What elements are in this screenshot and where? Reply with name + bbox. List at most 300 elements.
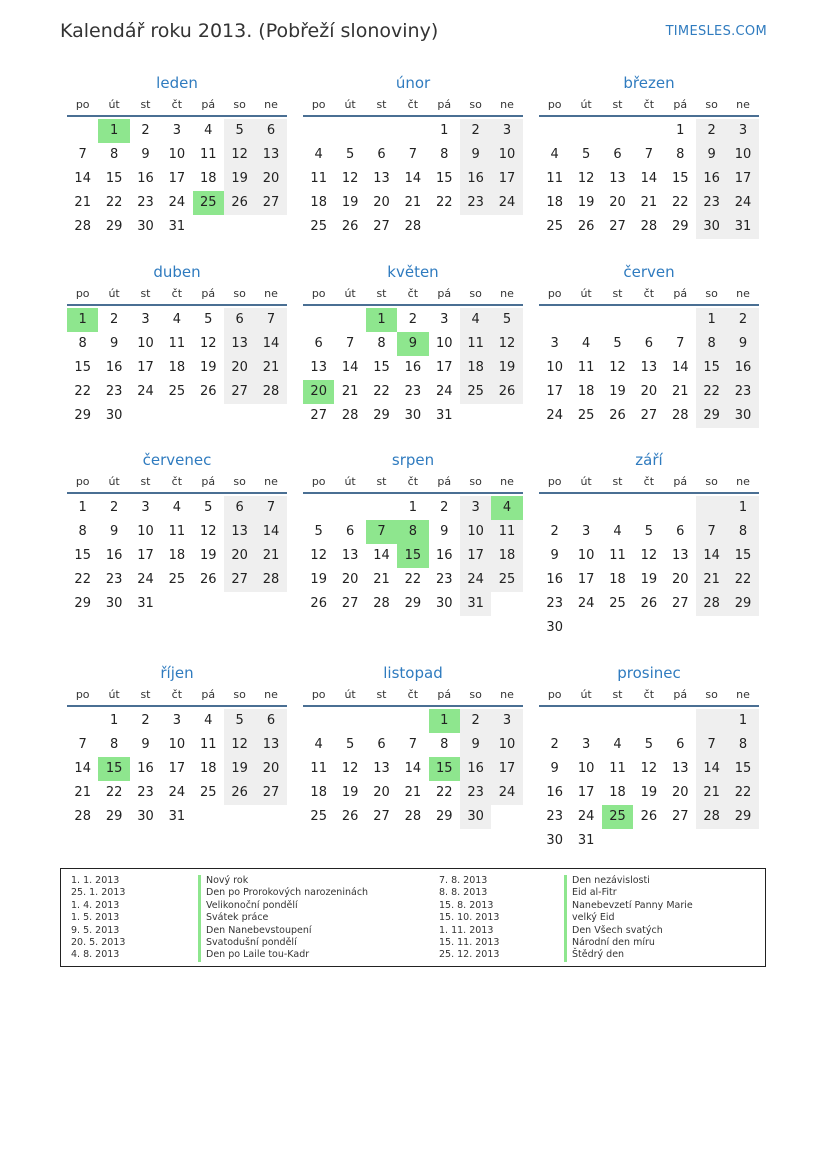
day-cell: 9 (109, 524, 119, 539)
day-cell: 6 (255, 709, 286, 733)
day-cell: 23 (546, 596, 563, 611)
day-cell: 13 (224, 332, 255, 356)
day-cell: 20 (671, 785, 689, 800)
day-cell: 30 (105, 408, 123, 423)
weekday-label: ne (264, 98, 278, 111)
day-cell: 19 (310, 572, 327, 587)
day-cell: 1 (78, 500, 87, 515)
weekday-header (539, 286, 759, 306)
empty-cell (570, 308, 601, 332)
day-cell: 17 (577, 572, 595, 587)
day-cell: 30 (435, 596, 453, 611)
day-cell: 22 (105, 195, 123, 210)
day-cell: 28 (341, 408, 359, 423)
day-cell: 2 (109, 312, 119, 327)
day-cell: 19 (341, 785, 359, 800)
empty-cell (633, 496, 664, 520)
legend-holiday-name: Den nezávislosti (564, 875, 693, 887)
day-cell: 21 (341, 384, 359, 399)
day-cell: 26 (609, 408, 626, 423)
weekday-label: so (469, 287, 482, 300)
day-cell: 20 (373, 195, 390, 210)
day-cell: 28 (404, 219, 422, 234)
day-cell: 27 (671, 809, 689, 824)
day-cell: 15 (727, 757, 758, 781)
legend-date: 4. 8. 2013 (71, 949, 120, 961)
weekday-label: pá (201, 688, 216, 701)
legend-date: 8. 8. 2013 (439, 887, 488, 899)
day-cell: 31 (460, 592, 491, 616)
day-cell: 16 (727, 356, 758, 380)
day-cell: 7 (408, 147, 417, 162)
day-cell: 5 (345, 737, 355, 752)
weekday-label: ne (736, 98, 750, 111)
weekday-label: po (547, 98, 562, 111)
day-cell: 16 (460, 167, 491, 191)
day-cell: 14 (671, 360, 689, 375)
day-cell: 12 (640, 548, 658, 563)
day-cell: 8 (727, 520, 758, 544)
weekday-header (303, 474, 523, 494)
day-cell: 8 (78, 336, 87, 351)
day-cell: 16 (137, 761, 154, 776)
weekday-label: so (233, 98, 246, 111)
day-cell: 7 (78, 737, 87, 752)
day-cell: 3 (172, 713, 181, 728)
day-cell: 10 (577, 548, 595, 563)
weekday-header (539, 474, 759, 494)
weekday-label: ne (264, 475, 278, 488)
empty-cell (334, 496, 365, 520)
day-cell: 5 (224, 709, 255, 733)
legend-date: 9. 5. 2013 (71, 924, 120, 936)
day-cell: 29 (435, 809, 453, 824)
day-cell: 29 (671, 219, 689, 234)
brand-logo[interactable]: TIMESLES.COM (665, 24, 767, 39)
legend-date: 1. 1. 2013 (71, 875, 120, 886)
day-cell: 25 (199, 785, 217, 800)
day-cell: 6 (314, 336, 323, 351)
legend-date: 1. 5. 2013 (71, 912, 120, 924)
weekday-label: st (612, 688, 623, 701)
day-cell: 2 (141, 713, 150, 728)
legend-holiday-name: Svátek práce (198, 912, 368, 924)
day-cell: 29 (105, 219, 123, 234)
day-cell: 23 (137, 785, 154, 800)
day-cell: 12 (640, 761, 658, 776)
day-cell: 19 (199, 360, 217, 375)
day-cell: 24 (491, 781, 522, 805)
day-cell: 18 (491, 544, 522, 568)
weekday-label: pá (673, 688, 688, 701)
day-cell: 2 (727, 308, 758, 332)
day-cell: 23 (105, 572, 123, 587)
day-cell: 5 (345, 147, 355, 162)
day-cell: 9 (460, 733, 491, 757)
day-cell: 4 (172, 312, 181, 327)
day-cell: 21 (255, 544, 286, 568)
weekday-label: čt (171, 475, 183, 488)
day-cell: 19 (224, 167, 255, 191)
weekday-label: st (140, 287, 151, 300)
empty-cell (67, 709, 98, 733)
empty-cell (570, 119, 601, 143)
weekday-label: út (108, 475, 120, 488)
day-cell: 14 (404, 761, 422, 776)
day-cell: 5 (644, 524, 653, 539)
weekday-label: pá (201, 475, 216, 488)
month-name: srpen (391, 451, 435, 469)
weekday-label: út (344, 688, 356, 701)
day-cell: 19 (341, 195, 359, 210)
day-cell: 8 (440, 737, 449, 752)
day-cell: 14 (255, 332, 286, 356)
empty-cell (539, 119, 570, 143)
weekday-label: ne (264, 688, 278, 701)
day-cell: 12 (341, 761, 359, 776)
month-name: leden (156, 74, 198, 92)
day-cell: 15 (105, 171, 123, 186)
empty-cell (67, 119, 98, 143)
day-cell: 19 (199, 548, 217, 563)
day-cell: 6 (224, 496, 255, 520)
day-cell: 11 (491, 520, 522, 544)
weekday-label: st (140, 688, 151, 701)
legend-holiday-name: Den po Laile tou-Kadr (198, 949, 368, 961)
empty-cell (303, 308, 334, 332)
holiday-day-cell: 1 (429, 709, 460, 733)
day-cell: 20 (255, 757, 286, 781)
day-cell: 26 (341, 809, 359, 824)
holiday-day-cell: 15 (397, 544, 428, 568)
month-3 (539, 73, 759, 239)
day-cell: 28 (696, 592, 727, 616)
weekday-label: ne (736, 688, 750, 701)
day-cell: 1 (727, 496, 758, 520)
day-grid (67, 117, 287, 239)
day-cell: 7 (408, 737, 417, 752)
holiday-day-cell: 15 (429, 757, 460, 781)
weekday-label: čt (171, 287, 183, 300)
weekday-label: po (547, 287, 562, 300)
weekday-label: so (469, 98, 482, 111)
weekday-label: čt (171, 98, 183, 111)
weekday-label: pá (437, 287, 452, 300)
day-cell: 12 (609, 360, 626, 375)
day-cell: 7 (676, 336, 685, 351)
day-cell: 30 (727, 404, 758, 428)
day-cell: 23 (460, 781, 491, 805)
day-cell: 2 (550, 524, 559, 539)
weekday-label: pá (201, 98, 216, 111)
day-cell: 23 (546, 809, 563, 824)
day-cell: 22 (435, 785, 453, 800)
day-cell: 10 (577, 761, 595, 776)
day-cell: 10 (137, 336, 154, 351)
day-cell: 25 (460, 380, 491, 404)
day-cell: 25 (310, 809, 327, 824)
day-cell: 10 (491, 733, 522, 757)
day-cell: 11 (609, 761, 626, 776)
day-cell: 4 (172, 500, 181, 515)
day-cell: 7 (78, 147, 87, 162)
day-cell: 28 (696, 805, 727, 829)
day-cell: 20 (255, 167, 286, 191)
weekday-label: ne (500, 688, 514, 701)
weekday-label: út (344, 475, 356, 488)
month-10 (67, 663, 287, 829)
day-cell: 14 (404, 171, 422, 186)
day-cell: 19 (640, 785, 658, 800)
day-cell: 5 (644, 737, 653, 752)
day-cell: 11 (546, 171, 563, 186)
day-cell: 12 (199, 524, 217, 539)
day-cell: 26 (199, 384, 217, 399)
day-cell: 22 (74, 384, 91, 399)
day-cell: 21 (404, 195, 422, 210)
weekday-header (303, 687, 523, 707)
day-cell: 17 (546, 384, 563, 399)
day-cell: 24 (727, 191, 758, 215)
day-cell: 3 (440, 312, 449, 327)
day-cell: 28 (640, 219, 658, 234)
day-cell: 18 (199, 761, 217, 776)
day-cell: 18 (577, 384, 595, 399)
day-cell: 23 (137, 195, 154, 210)
day-cell: 5 (613, 336, 622, 351)
day-cell: 9 (141, 147, 150, 162)
day-cell: 25 (577, 408, 595, 423)
day-cell: 15 (373, 360, 390, 375)
day-cell: 11 (577, 360, 595, 375)
day-cell: 14 (696, 757, 727, 781)
day-cell: 4 (613, 524, 622, 539)
day-cell: 13 (671, 548, 689, 563)
day-cell: 5 (491, 308, 522, 332)
day-cell: 20 (609, 195, 626, 210)
day-cell: 24 (460, 568, 491, 592)
day-cell: 25 (546, 219, 563, 234)
day-cell: 5 (581, 147, 591, 162)
empty-cell (602, 709, 633, 733)
day-cell: 22 (435, 195, 453, 210)
day-cell: 19 (640, 572, 658, 587)
day-cell: 30 (404, 408, 422, 423)
legend-date: 25. 1. 2013 (71, 887, 126, 899)
day-cell: 17 (435, 360, 453, 375)
empty-cell (397, 709, 428, 733)
day-cell: 12 (341, 171, 359, 186)
day-cell: 1 (408, 500, 417, 515)
day-cell: 30 (546, 833, 563, 848)
day-cell: 15 (74, 360, 91, 375)
day-cell: 26 (199, 572, 217, 587)
day-cell: 18 (310, 785, 327, 800)
day-cell: 26 (310, 596, 327, 611)
day-cell: 16 (546, 785, 563, 800)
day-cell: 25 (310, 219, 327, 234)
month-name: prosinec (617, 664, 681, 682)
day-cell: 24 (577, 596, 595, 611)
weekday-label: po (547, 688, 562, 701)
day-cell: 29 (74, 596, 91, 611)
weekday-label: ne (736, 287, 750, 300)
weekday-label: st (612, 475, 623, 488)
day-cell: 30 (137, 809, 154, 824)
day-cell: 6 (676, 737, 685, 752)
day-cell: 21 (255, 356, 286, 380)
day-cell: 28 (404, 809, 422, 824)
day-cell: 2 (109, 500, 119, 515)
day-cell: 8 (676, 147, 685, 162)
day-cell: 11 (199, 147, 217, 162)
day-cell: 27 (341, 596, 359, 611)
day-cell: 10 (168, 737, 186, 752)
day-cell: 23 (404, 384, 422, 399)
weekday-label: ne (500, 98, 514, 111)
day-cell: 17 (491, 757, 522, 781)
day-cell: 11 (460, 332, 491, 356)
day-cell: 16 (546, 572, 563, 587)
day-cell: 27 (373, 809, 390, 824)
weekday-label: ne (500, 475, 514, 488)
day-cell: 28 (74, 219, 91, 234)
day-cell: 28 (373, 596, 390, 611)
day-cell: 12 (199, 336, 217, 351)
day-cell: 21 (74, 195, 91, 210)
day-cell: 3 (172, 123, 181, 138)
holiday-day-cell: 1 (98, 119, 129, 143)
month-name: červen (623, 263, 675, 281)
day-cell: 6 (377, 147, 386, 162)
weekday-label: st (612, 287, 623, 300)
weekday-label: so (705, 475, 718, 488)
legend-holiday-name: Den Všech svatých (564, 925, 693, 937)
month-9 (539, 450, 759, 640)
page-title: Kalendář roku 2013. (Pobřeží slonoviny) (60, 20, 439, 42)
day-cell: 18 (168, 360, 186, 375)
day-cell: 25 (168, 384, 186, 399)
day-cell: 27 (255, 191, 286, 215)
day-cell: 19 (577, 195, 595, 210)
day-cell: 6 (224, 308, 255, 332)
day-cell: 1 (676, 123, 685, 138)
weekday-label: pá (201, 287, 216, 300)
day-cell: 3 (491, 119, 522, 143)
month-8 (303, 450, 523, 616)
month-12 (539, 663, 759, 853)
weekday-label: so (469, 475, 482, 488)
day-grid (303, 306, 523, 428)
weekday-label: so (233, 475, 246, 488)
day-cell: 4 (204, 123, 213, 138)
day-cell: 29 (696, 404, 727, 428)
weekday-label: ne (500, 287, 514, 300)
weekday-label: st (612, 98, 623, 111)
legend-date: 20. 5. 2013 (71, 936, 126, 948)
day-cell: 9 (460, 143, 491, 167)
day-cell: 14 (640, 171, 658, 186)
day-cell: 12 (310, 548, 327, 563)
day-cell: 27 (255, 781, 286, 805)
weekday-label: pá (673, 287, 688, 300)
weekday-label: čt (407, 475, 419, 488)
weekday-label: ne (736, 475, 750, 488)
day-cell: 13 (640, 360, 658, 375)
empty-cell (665, 308, 696, 332)
day-cell: 29 (727, 592, 758, 616)
day-cell: 20 (373, 785, 390, 800)
day-cell: 9 (696, 143, 727, 167)
day-cell: 30 (460, 805, 491, 829)
day-cell: 14 (255, 520, 286, 544)
day-grid (303, 117, 523, 239)
legend-date: 15. 8. 2013 (439, 899, 494, 911)
day-cell: 14 (696, 544, 727, 568)
weekday-label: st (376, 287, 387, 300)
day-cell: 25 (168, 572, 186, 587)
day-cell: 8 (727, 733, 758, 757)
day-cell: 8 (109, 737, 119, 752)
day-cell: 30 (105, 596, 123, 611)
day-cell: 17 (137, 360, 154, 375)
day-cell: 26 (577, 219, 595, 234)
day-cell: 18 (460, 356, 491, 380)
day-cell: 8 (377, 336, 386, 351)
empty-cell (570, 709, 601, 733)
day-cell: 30 (546, 620, 563, 635)
day-grid (67, 306, 287, 428)
empty-cell (633, 308, 664, 332)
day-cell: 11 (168, 524, 186, 539)
day-cell: 12 (224, 143, 255, 167)
day-cell: 29 (105, 809, 123, 824)
weekday-label: pá (673, 98, 688, 111)
day-cell: 22 (671, 195, 689, 210)
day-cell: 15 (435, 171, 453, 186)
weekday-label: pá (437, 688, 452, 701)
weekday-label: st (140, 98, 151, 111)
day-cell: 15 (727, 544, 758, 568)
month-name: květen (387, 263, 439, 281)
day-cell: 28 (74, 809, 91, 824)
weekday-label: pá (437, 98, 452, 111)
weekday-label: po (75, 287, 90, 300)
day-cell: 20 (640, 384, 658, 399)
day-cell: 2 (440, 500, 449, 515)
day-cell: 27 (224, 568, 255, 592)
day-cell: 14 (341, 360, 359, 375)
day-cell: 12 (577, 171, 595, 186)
day-cell: 19 (491, 356, 522, 380)
day-cell: 31 (435, 408, 453, 423)
day-cell: 10 (491, 143, 522, 167)
month-name: únor (395, 74, 431, 92)
day-cell: 14 (74, 761, 91, 776)
day-cell: 8 (109, 147, 119, 162)
weekday-header (303, 286, 523, 306)
day-cell: 6 (644, 336, 653, 351)
day-cell: 27 (609, 219, 626, 234)
day-cell: 7 (255, 496, 286, 520)
day-cell: 13 (341, 548, 359, 563)
holiday-day-cell: 25 (602, 805, 633, 829)
weekday-label: čt (407, 98, 419, 111)
day-cell: 6 (255, 119, 286, 143)
holiday-day-cell: 15 (98, 757, 129, 781)
day-cell: 3 (550, 336, 559, 351)
day-cell: 10 (168, 147, 186, 162)
